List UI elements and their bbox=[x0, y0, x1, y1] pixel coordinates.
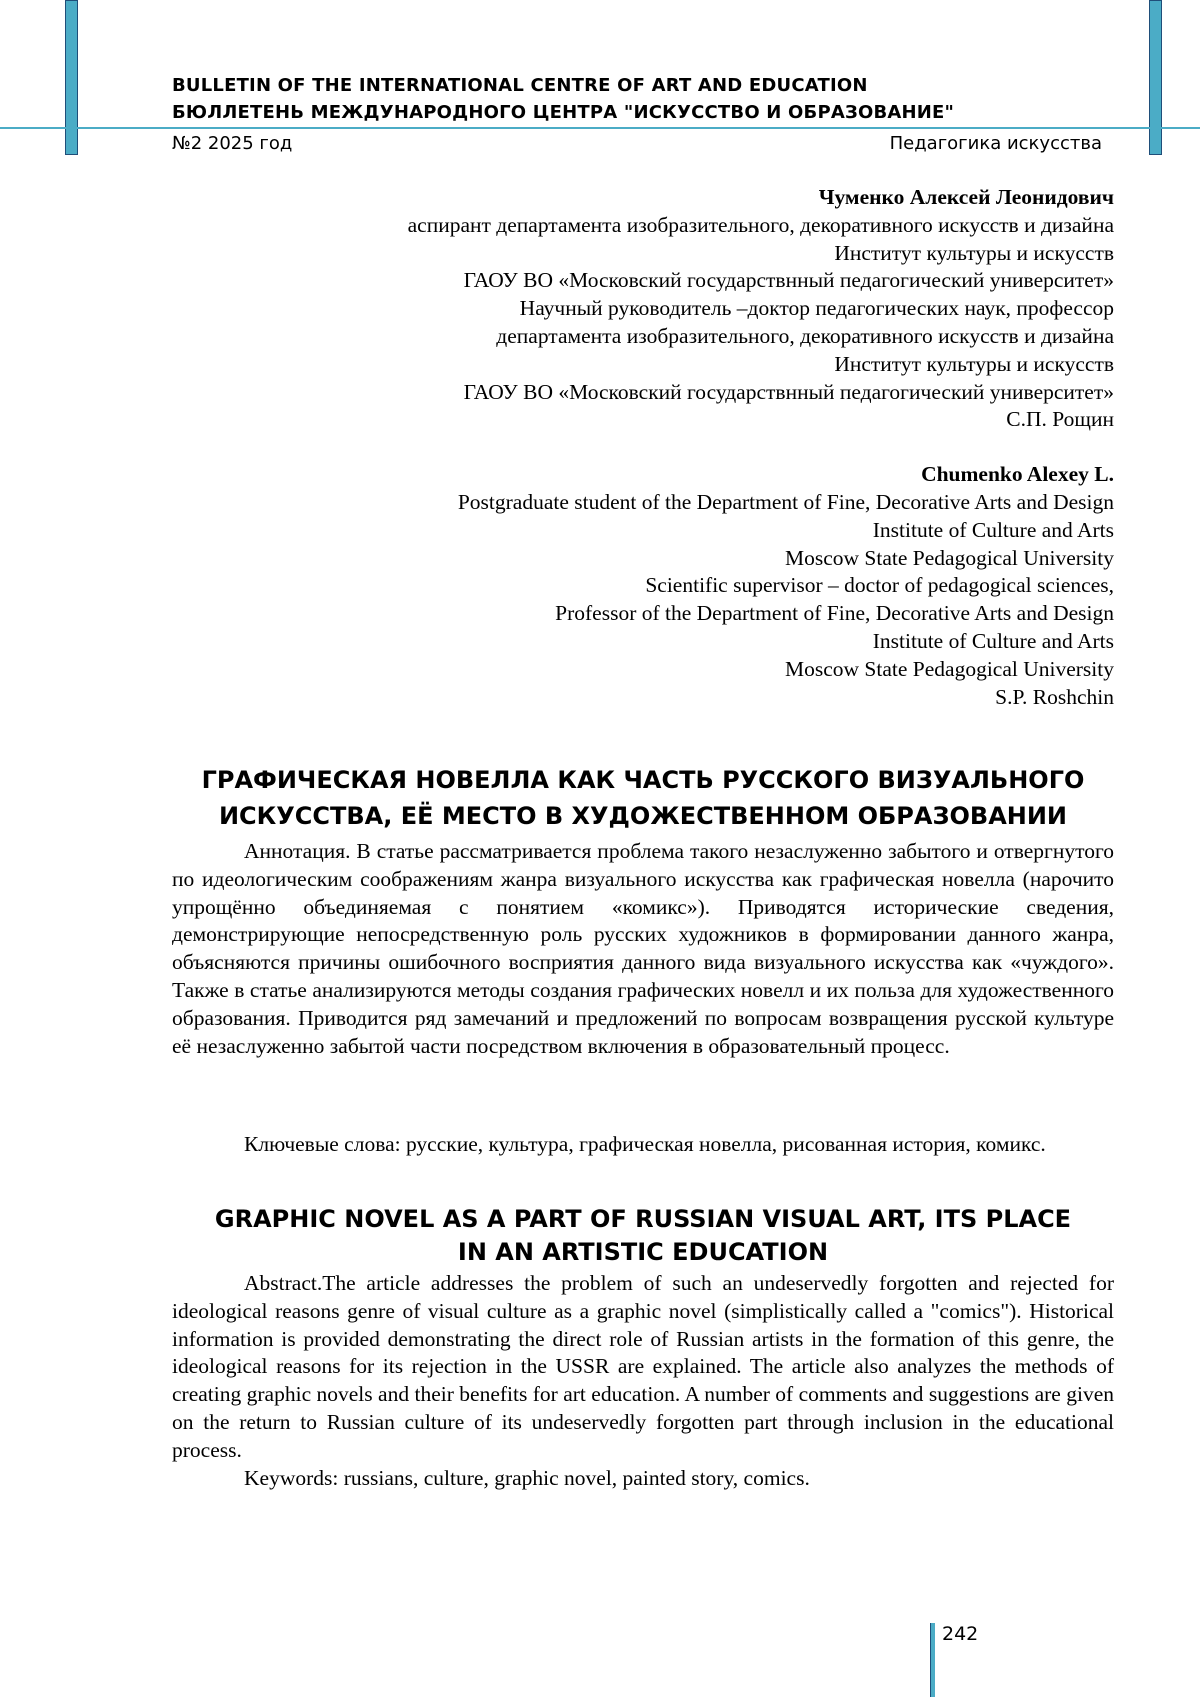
keywords-ru: Ключевые слова: русские, культура, графическая новелла, рисованная история, комикс. bbox=[244, 1132, 1046, 1156]
issue-number: №2 2025 год bbox=[172, 133, 293, 154]
author-affiliation-line: Институт культуры и искусств bbox=[834, 351, 1114, 376]
left-header-bar bbox=[65, 0, 78, 155]
keywords-en: Keywords: russians, culture, graphic novel, painted story, comics. bbox=[244, 1466, 810, 1490]
journal-title-ru: БЮЛЛЕТЕНЬ МЕЖДУНАРОДНОГО ЦЕНТРА "ИСКУССТВО И ОБРАЗОВАНИЕ" bbox=[172, 102, 955, 123]
author-block bbox=[172, 184, 1114, 711]
header-divider bbox=[0, 127, 1200, 129]
author-affiliation-line: Postgraduate student of the Department of Fine, Decorative Arts and Design bbox=[457, 489, 1114, 514]
author-affiliation-line: Moscow State Pedagogical University bbox=[784, 545, 1114, 570]
title-line: IN AN ARTISTIC EDUCATION bbox=[457, 1238, 829, 1266]
supervisor-name-en: S.P. Roshchin bbox=[995, 684, 1114, 709]
issue-row bbox=[172, 131, 1102, 157]
annotation-ru: Аннотация. В статье рассматривается проблема такого незаслуженно забытого и отвергнутого по идеологическим соображениям жанра визуального искусства как графическая новелла (нарочито упрощённо объединяемая с понятием «комикс»). Приводятся исторические сведения, демонстрирующие непосредственную роль русских художников в формировании данного жанра, объясняются причины ошибочного восприятия данного вида визуального искусства как «чуждого». Также в статье анализируются методы создания графических новелл и их польза для художественного образования. Приводится ряд замечаний и предложений по вопросам возвращения русской культуре её незаслуженно забытой части посредством включения в образовательный процесс. bbox=[172, 839, 1114, 1058]
author-affiliation-line: ГАОУ ВО «Московский государствнный педагогический университет» bbox=[463, 379, 1114, 404]
author-affiliation-line: Institute of Culture and Arts bbox=[872, 628, 1114, 653]
author-affiliation-line: Институт культуры и искусств bbox=[834, 240, 1114, 265]
supervisor-name-ru: С.П. Рощин bbox=[1006, 407, 1114, 432]
right-header-bar bbox=[1149, 0, 1162, 155]
author-affiliation-line: департамента изобразительного, декоративного искусств и дизайна bbox=[496, 323, 1114, 348]
author-name-en: Chumenko Alexey L. bbox=[921, 462, 1114, 487]
author-affiliation-line: аспирант департамента изобразительного, декоративного искусств и дизайна bbox=[407, 212, 1114, 237]
author-affiliation-line: Moscow State Pedagogical University bbox=[784, 656, 1114, 681]
author-name-ru: Чуменко Алексей Леонидович bbox=[818, 185, 1114, 209]
author-affiliation-line: Научный руководитель –доктор педагогических наук, профессор bbox=[519, 296, 1114, 321]
journal-section: Педагогика искусства bbox=[889, 133, 1102, 154]
article-title-ru bbox=[172, 762, 1114, 834]
title-line: ГРАФИЧЕСКАЯ НОВЕЛЛА КАК ЧАСТЬ РУССКОГО ВИЗУАЛЬНОГО bbox=[201, 766, 1085, 794]
title-line: GRAPHIC NOVEL AS A PART OF RUSSIAN VISUAL ART, ITS PLACE bbox=[214, 1205, 1072, 1233]
page-number-bar bbox=[930, 1623, 935, 1697]
author-affiliation-line: Scientific supervisor – doctor of pedagogical sciences, bbox=[645, 573, 1114, 598]
author-affiliation-line: Institute of Culture and Arts bbox=[872, 517, 1114, 542]
author-affiliation-line: Professor of the Department of Fine, Decorative Arts and Design bbox=[555, 601, 1114, 626]
article-title-en bbox=[172, 1203, 1114, 1269]
journal-header bbox=[172, 72, 1112, 126]
page-number: 242 bbox=[942, 1623, 979, 1645]
author-affiliation-line: ГАОУ ВО «Московский государствнный педагогический университет» bbox=[463, 268, 1114, 293]
journal-title-en: BULLETIN OF THE INTERNATIONAL CENTRE OF ART AND EDUCATION bbox=[172, 75, 868, 96]
abstract-en: Abstract.The article addresses the problem of such an undeservedly forgotten and rejected for ideological reasons genre of visual culture as a graphic novel (simplistically called a "comics"). Historical information is provided demonstrating the direct role of Russian artists in the formation of this genre, the ideological reasons for its rejection in the USSR are explained. The article also analyzes the methods of creating graphic novels and their benefits for art education. A number of comments and suggestions are given on the return to Russian culture of its undeservedly forgotten part through inclusion in the educational process. bbox=[172, 1271, 1114, 1462]
title-line: ИСКУССТВА, ЕЁ МЕСТО В ХУДОЖЕСТВЕННОМ ОБРАЗОВАНИИ bbox=[218, 802, 1068, 830]
